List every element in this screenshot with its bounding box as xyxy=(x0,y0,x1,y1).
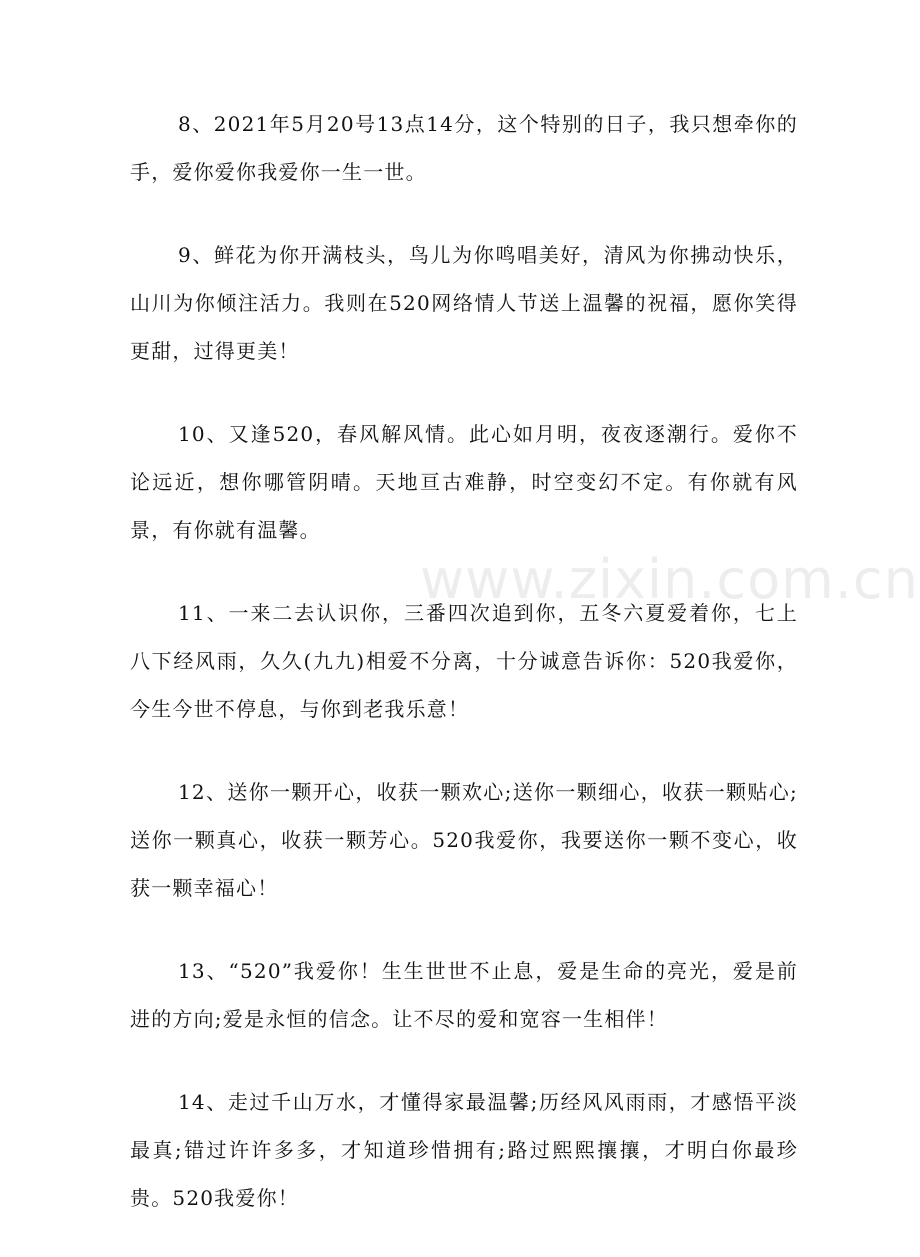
paragraph-14: 14、走过千山万水，才懂得家最温馨;历经风风雨雨，才感悟平淡最真;错过许许多多，才知道珍惜拥有;路过熙熙攘攘，才明白你最珍贵。520我爱你！ xyxy=(130,1090,798,1210)
watermark-text: www.zixin.com.cn xyxy=(420,548,919,611)
paragraph-10: 10、又逢520，春风解风情。此心如月明，夜夜逐潮行。爱你不论远近，想你哪管阴晴。天地亘古难静，时空变幻不定。有你就有风景，有你就有温馨。 xyxy=(130,422,798,542)
document-body xyxy=(130,100,798,1257)
paragraph-11: 11、一来二去认识你，三番四次追到你，五冬六夏爱着你，七上八下经风雨，久久(九九)相爱不分离，十分诚意告诉你：520我爱你，今生今世不停息，与你到老我乐意！ xyxy=(130,601,798,721)
paragraph-13: 13、“520”我爱你！生生世世不止息，爱是生命的亮光，爱是前进的方向;爱是永恒的信念。让不尽的爱和宽容一生相伴！ xyxy=(130,959,798,1031)
paragraph-12: 12、送你一颗开心，收获一颗欢心;送你一颗细心，收获一颗贴心;送你一颗真心，收获一颗芳心。520我爱你，我要送你一颗不变心，收获一颗幸福心！ xyxy=(130,780,798,900)
paragraph-8: 8、2021年5月20号13点14分，这个特别的日子，我只想牵你的手，爱你爱你我爱你一生一世。 xyxy=(130,112,798,184)
paragraph-9: 9、鲜花为你开满枝头，鸟儿为你鸣唱美好，清风为你拂动快乐，山川为你倾注活力。我则在520网络情人节送上温馨的祝福，愿你笑得更甜，过得更美！ xyxy=(130,243,798,363)
